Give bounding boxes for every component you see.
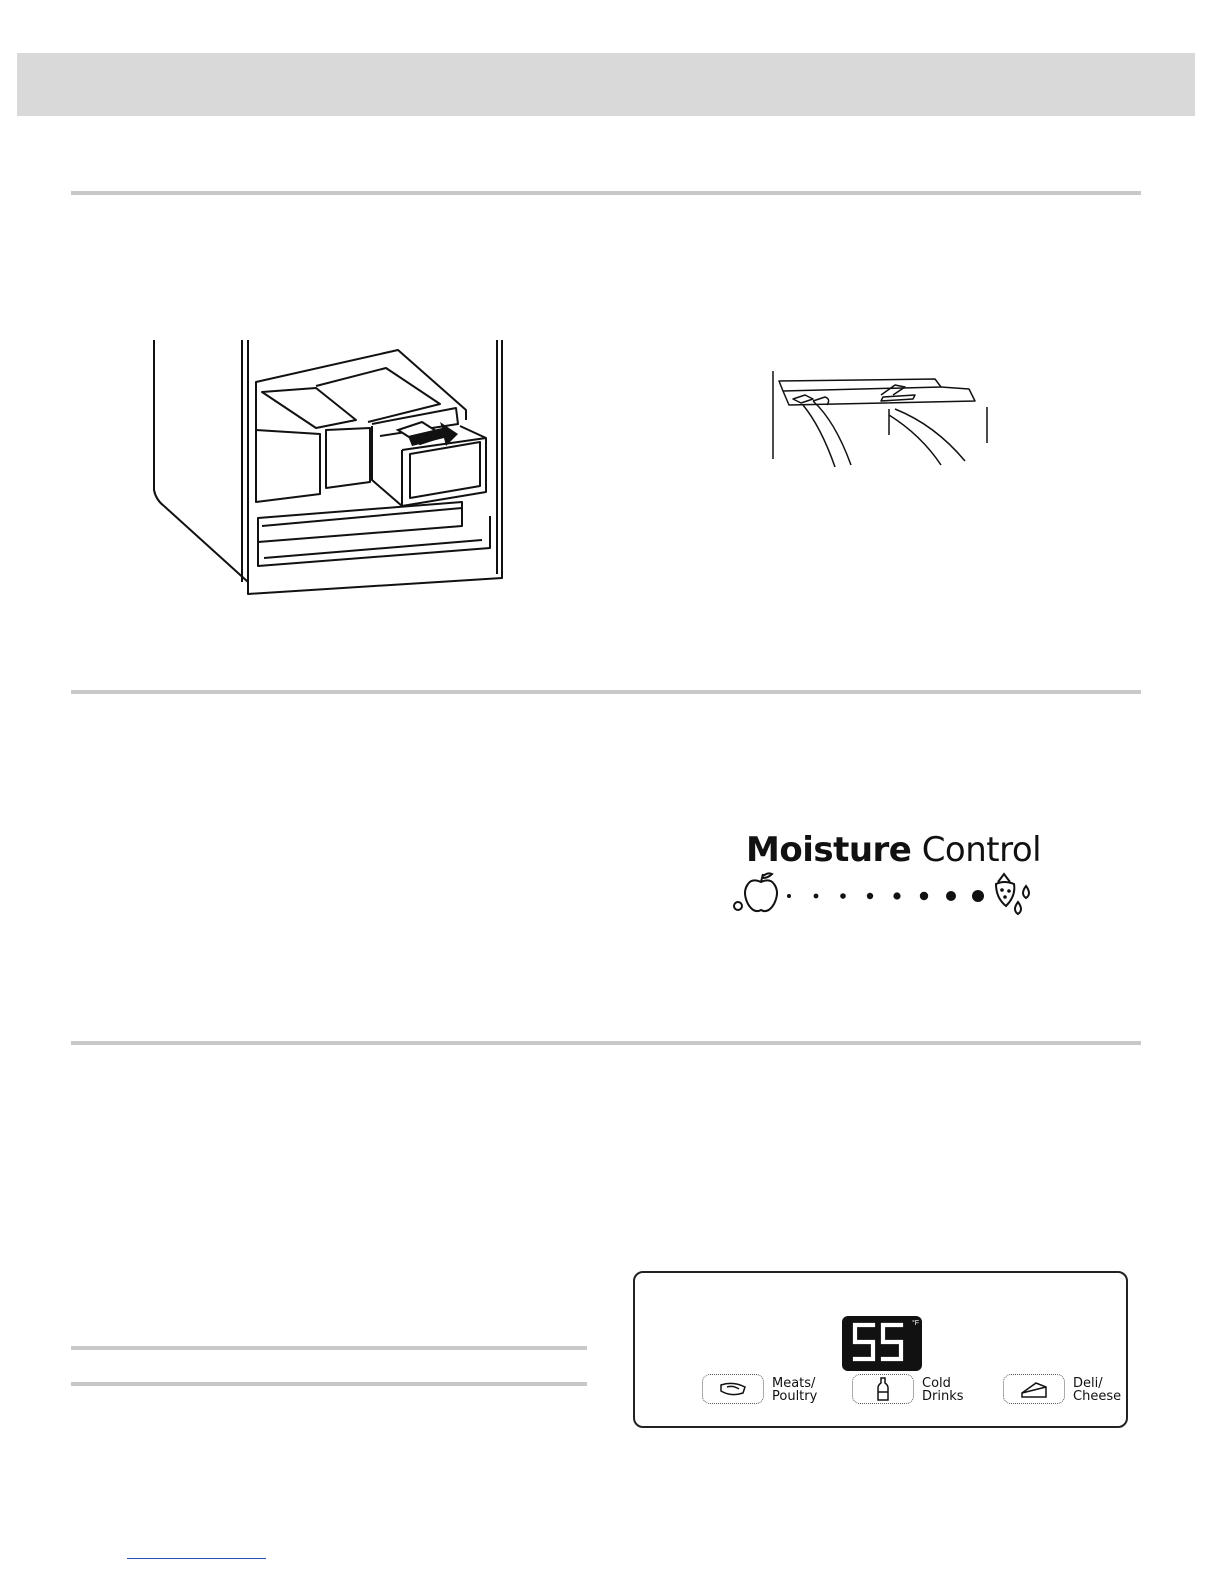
section-divider xyxy=(71,191,1141,195)
level-dot[interactable] xyxy=(920,892,928,900)
droplets-icon xyxy=(1015,886,1029,914)
level-dot[interactable] xyxy=(840,893,846,899)
preset-button[interactable] xyxy=(852,1374,914,1404)
bottle-icon xyxy=(853,1375,913,1403)
section-divider xyxy=(71,1041,1141,1045)
temperature-unit: °F xyxy=(912,1320,920,1327)
moisture-title-bold: Moisture xyxy=(746,830,912,870)
section-divider xyxy=(71,690,1141,694)
footer-link-underline[interactable] xyxy=(127,1558,266,1559)
shelf-illustration xyxy=(765,365,1005,470)
section-divider xyxy=(71,1382,587,1386)
preset-label: Meats/ Poultry xyxy=(772,1376,818,1404)
moisture-control-title xyxy=(746,830,1041,870)
moisture-level-dots[interactable] xyxy=(787,890,984,902)
crisper-drawer-illustration xyxy=(140,330,520,610)
strawberry-icon xyxy=(996,874,1014,906)
level-dot[interactable] xyxy=(787,894,791,898)
preset-button[interactable] xyxy=(702,1374,764,1404)
preset-label: Cold Drinks xyxy=(922,1376,964,1404)
level-dot[interactable] xyxy=(814,894,819,899)
temperature-display xyxy=(842,1316,922,1371)
level-dot[interactable] xyxy=(867,893,873,899)
level-dot[interactable] xyxy=(972,890,984,902)
apple-icon xyxy=(734,873,777,911)
header-band xyxy=(17,53,1195,116)
moisture-title-light: Control xyxy=(921,830,1042,870)
meat-icon xyxy=(703,1375,763,1403)
section-divider xyxy=(71,1346,587,1350)
moisture-level-scale[interactable] xyxy=(728,870,1038,920)
preset-label: Deli/ Cheese xyxy=(1073,1376,1122,1404)
level-dot[interactable] xyxy=(946,891,956,901)
preset-button[interactable] xyxy=(1003,1374,1065,1404)
cheese-icon xyxy=(1004,1375,1064,1403)
level-dot[interactable] xyxy=(893,892,900,899)
temperature-digits xyxy=(842,1316,922,1371)
